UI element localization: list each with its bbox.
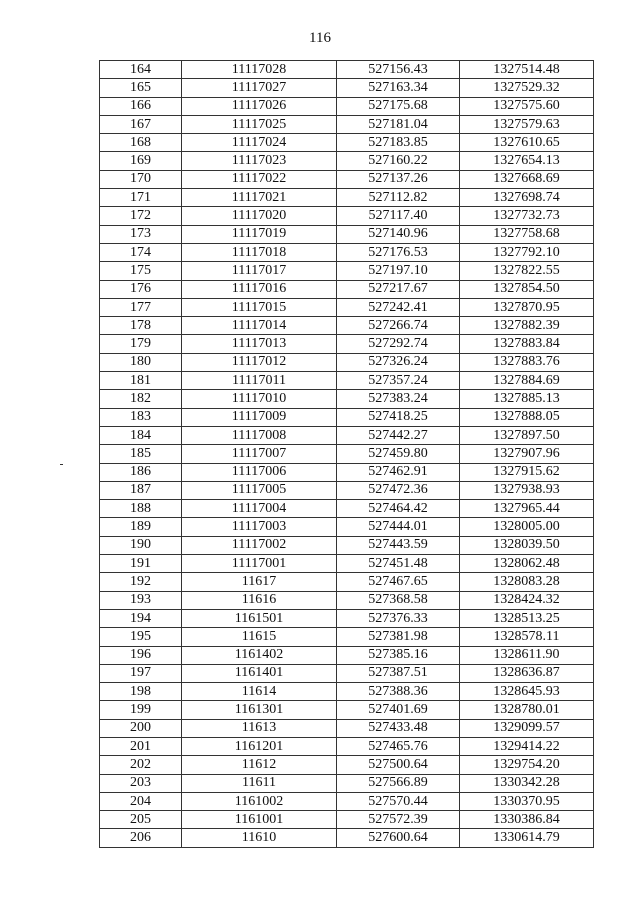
x-coordinate-cell: 527387.51: [337, 664, 460, 682]
y-coordinate-cell: 1327529.32: [460, 79, 594, 97]
row-index-cell: 166: [100, 97, 182, 115]
row-index-cell: 169: [100, 152, 182, 170]
x-coordinate-cell: 527357.24: [337, 372, 460, 390]
table-body: [100, 61, 594, 848]
point-id-cell: 11617: [182, 573, 337, 591]
row-index-cell: 181: [100, 372, 182, 390]
row-index-cell: 176: [100, 280, 182, 298]
y-coordinate-cell: 1328645.93: [460, 683, 594, 701]
table-row: [100, 426, 594, 444]
point-id-cell: 11117003: [182, 518, 337, 536]
point-id-cell: 11117002: [182, 536, 337, 554]
x-coordinate-cell: 527464.42: [337, 500, 460, 518]
row-index-cell: 184: [100, 426, 182, 444]
table-row: [100, 170, 594, 188]
x-coordinate-cell: 527163.34: [337, 79, 460, 97]
row-index-cell: 167: [100, 115, 182, 133]
y-coordinate-cell: 1328062.48: [460, 555, 594, 573]
table-row: [100, 573, 594, 591]
table-row: [100, 189, 594, 207]
table-row: [100, 829, 594, 847]
table-row: [100, 372, 594, 390]
table-row: [100, 298, 594, 316]
point-id-cell: 11117016: [182, 280, 337, 298]
row-index-cell: 165: [100, 79, 182, 97]
y-coordinate-cell: 1328513.25: [460, 609, 594, 627]
x-coordinate-cell: 527156.43: [337, 61, 460, 79]
point-id-cell: 11117023: [182, 152, 337, 170]
y-coordinate-cell: 1327907.96: [460, 445, 594, 463]
y-coordinate-cell: 1329754.20: [460, 756, 594, 774]
point-id-cell: 11117013: [182, 335, 337, 353]
x-coordinate-cell: 527117.40: [337, 207, 460, 225]
y-coordinate-cell: 1327882.39: [460, 317, 594, 335]
x-coordinate-cell: 527451.48: [337, 555, 460, 573]
x-coordinate-cell: 527385.16: [337, 646, 460, 664]
point-id-cell: 11612: [182, 756, 337, 774]
table-row: [100, 536, 594, 554]
x-coordinate-cell: 527465.76: [337, 737, 460, 755]
table-row: [100, 792, 594, 810]
x-coordinate-cell: 527570.44: [337, 792, 460, 810]
point-id-cell: 11117018: [182, 243, 337, 261]
x-coordinate-cell: 527242.41: [337, 298, 460, 316]
table-row: [100, 243, 594, 261]
point-id-cell: 1161201: [182, 737, 337, 755]
y-coordinate-cell: 1327575.60: [460, 97, 594, 115]
x-coordinate-cell: 527462.91: [337, 463, 460, 481]
x-coordinate-cell: 527140.96: [337, 225, 460, 243]
y-coordinate-cell: 1327885.13: [460, 390, 594, 408]
y-coordinate-cell: 1327883.76: [460, 353, 594, 371]
point-id-cell: 11117024: [182, 134, 337, 152]
point-id-cell: 11117004: [182, 500, 337, 518]
point-id-cell: 11117011: [182, 372, 337, 390]
x-coordinate-cell: 527376.33: [337, 609, 460, 627]
x-coordinate-cell: 527197.10: [337, 262, 460, 280]
table-row: [100, 134, 594, 152]
point-id-cell: 11117010: [182, 390, 337, 408]
x-coordinate-cell: 527176.53: [337, 243, 460, 261]
table-row: [100, 719, 594, 737]
y-coordinate-cell: 1330614.79: [460, 829, 594, 847]
row-index-cell: 206: [100, 829, 182, 847]
y-coordinate-cell: 1327514.48: [460, 61, 594, 79]
table-row: [100, 335, 594, 353]
table-row: [100, 115, 594, 133]
table-row: [100, 591, 594, 609]
x-coordinate-cell: 527442.27: [337, 426, 460, 444]
x-coordinate-cell: 527292.74: [337, 335, 460, 353]
y-coordinate-cell: 1327698.74: [460, 189, 594, 207]
x-coordinate-cell: 527572.39: [337, 811, 460, 829]
x-coordinate-cell: 527401.69: [337, 701, 460, 719]
coordinates-table: [99, 60, 594, 848]
y-coordinate-cell: 1327884.69: [460, 372, 594, 390]
row-index-cell: 195: [100, 628, 182, 646]
x-coordinate-cell: 527183.85: [337, 134, 460, 152]
point-id-cell: 11117026: [182, 97, 337, 115]
point-id-cell: 11117006: [182, 463, 337, 481]
y-coordinate-cell: 1328780.01: [460, 701, 594, 719]
point-id-cell: 11117014: [182, 317, 337, 335]
row-index-cell: 183: [100, 408, 182, 426]
y-coordinate-cell: 1328039.50: [460, 536, 594, 554]
table-row: [100, 61, 594, 79]
row-index-cell: 187: [100, 481, 182, 499]
row-index-cell: 172: [100, 207, 182, 225]
x-coordinate-cell: 527381.98: [337, 628, 460, 646]
point-id-cell: 11117009: [182, 408, 337, 426]
table-row: [100, 609, 594, 627]
row-index-cell: 199: [100, 701, 182, 719]
table-row: [100, 737, 594, 755]
point-id-cell: 1161002: [182, 792, 337, 810]
point-id-cell: 1161001: [182, 811, 337, 829]
point-id-cell: 11117025: [182, 115, 337, 133]
table-row: [100, 445, 594, 463]
y-coordinate-cell: 1329414.22: [460, 737, 594, 755]
stray-mark: [60, 464, 63, 465]
row-index-cell: 177: [100, 298, 182, 316]
point-id-cell: 11117022: [182, 170, 337, 188]
row-index-cell: 170: [100, 170, 182, 188]
point-id-cell: 11117027: [182, 79, 337, 97]
y-coordinate-cell: 1327654.13: [460, 152, 594, 170]
table-row: [100, 262, 594, 280]
x-coordinate-cell: 527472.36: [337, 481, 460, 499]
x-coordinate-cell: 527443.59: [337, 536, 460, 554]
table-row: [100, 280, 594, 298]
row-index-cell: 205: [100, 811, 182, 829]
table-row: [100, 555, 594, 573]
y-coordinate-cell: 1327854.50: [460, 280, 594, 298]
row-index-cell: 198: [100, 683, 182, 701]
y-coordinate-cell: 1328611.90: [460, 646, 594, 664]
row-index-cell: 179: [100, 335, 182, 353]
row-index-cell: 180: [100, 353, 182, 371]
x-coordinate-cell: 527137.26: [337, 170, 460, 188]
row-index-cell: 188: [100, 500, 182, 518]
y-coordinate-cell: 1327668.69: [460, 170, 594, 188]
point-id-cell: 11614: [182, 683, 337, 701]
row-index-cell: 174: [100, 243, 182, 261]
y-coordinate-cell: 1327888.05: [460, 408, 594, 426]
row-index-cell: 178: [100, 317, 182, 335]
point-id-cell: 11117008: [182, 426, 337, 444]
table-row: [100, 646, 594, 664]
x-coordinate-cell: 527444.01: [337, 518, 460, 536]
row-index-cell: 190: [100, 536, 182, 554]
table-row: [100, 481, 594, 499]
x-coordinate-cell: 527566.89: [337, 774, 460, 792]
point-id-cell: 11117005: [182, 481, 337, 499]
x-coordinate-cell: 527600.64: [337, 829, 460, 847]
y-coordinate-cell: 1327792.10: [460, 243, 594, 261]
y-coordinate-cell: 1328424.32: [460, 591, 594, 609]
y-coordinate-cell: 1327610.65: [460, 134, 594, 152]
x-coordinate-cell: 527160.22: [337, 152, 460, 170]
row-index-cell: 193: [100, 591, 182, 609]
table-row: [100, 774, 594, 792]
row-index-cell: 191: [100, 555, 182, 573]
x-coordinate-cell: 527175.68: [337, 97, 460, 115]
row-index-cell: 202: [100, 756, 182, 774]
y-coordinate-cell: 1328578.11: [460, 628, 594, 646]
table-row: [100, 207, 594, 225]
table-row: [100, 317, 594, 335]
row-index-cell: 192: [100, 573, 182, 591]
y-coordinate-cell: 1327897.50: [460, 426, 594, 444]
x-coordinate-cell: 527217.67: [337, 280, 460, 298]
y-coordinate-cell: 1327870.95: [460, 298, 594, 316]
x-coordinate-cell: 527467.65: [337, 573, 460, 591]
y-coordinate-cell: 1330370.95: [460, 792, 594, 810]
row-index-cell: 197: [100, 664, 182, 682]
point-id-cell: 11117017: [182, 262, 337, 280]
table-row: [100, 811, 594, 829]
x-coordinate-cell: 527112.82: [337, 189, 460, 207]
y-coordinate-cell: 1329099.57: [460, 719, 594, 737]
table-row: [100, 79, 594, 97]
point-id-cell: 11615: [182, 628, 337, 646]
table-row: [100, 225, 594, 243]
point-id-cell: 11616: [182, 591, 337, 609]
row-index-cell: 196: [100, 646, 182, 664]
table-row: [100, 701, 594, 719]
table-row: [100, 518, 594, 536]
table-row: [100, 756, 594, 774]
x-coordinate-cell: 527266.74: [337, 317, 460, 335]
point-id-cell: 11117007: [182, 445, 337, 463]
table-row: [100, 353, 594, 371]
table-row: [100, 628, 594, 646]
point-id-cell: 11117028: [182, 61, 337, 79]
point-id-cell: 1161301: [182, 701, 337, 719]
y-coordinate-cell: 1327732.73: [460, 207, 594, 225]
y-coordinate-cell: 1327822.55: [460, 262, 594, 280]
table-row: [100, 463, 594, 481]
point-id-cell: 11613: [182, 719, 337, 737]
point-id-cell: 1161401: [182, 664, 337, 682]
row-index-cell: 168: [100, 134, 182, 152]
y-coordinate-cell: 1327938.93: [460, 481, 594, 499]
row-index-cell: 173: [100, 225, 182, 243]
page-number: 116: [309, 30, 331, 46]
y-coordinate-cell: 1330342.28: [460, 774, 594, 792]
point-id-cell: 1161501: [182, 609, 337, 627]
row-index-cell: 204: [100, 792, 182, 810]
point-id-cell: 11117020: [182, 207, 337, 225]
x-coordinate-cell: 527388.36: [337, 683, 460, 701]
point-id-cell: 11117019: [182, 225, 337, 243]
row-index-cell: 185: [100, 445, 182, 463]
x-coordinate-cell: 527500.64: [337, 756, 460, 774]
point-id-cell: 11117021: [182, 189, 337, 207]
y-coordinate-cell: 1327965.44: [460, 500, 594, 518]
table-row: [100, 97, 594, 115]
point-id-cell: 11117015: [182, 298, 337, 316]
x-coordinate-cell: 527326.24: [337, 353, 460, 371]
table-row: [100, 408, 594, 426]
point-id-cell: 11610: [182, 829, 337, 847]
y-coordinate-cell: 1330386.84: [460, 811, 594, 829]
row-index-cell: 186: [100, 463, 182, 481]
row-index-cell: 194: [100, 609, 182, 627]
table-row: [100, 664, 594, 682]
row-index-cell: 164: [100, 61, 182, 79]
row-index-cell: 200: [100, 719, 182, 737]
y-coordinate-cell: 1327883.84: [460, 335, 594, 353]
x-coordinate-cell: 527459.80: [337, 445, 460, 463]
row-index-cell: 189: [100, 518, 182, 536]
x-coordinate-cell: 527418.25: [337, 408, 460, 426]
table-row: [100, 500, 594, 518]
row-index-cell: 203: [100, 774, 182, 792]
row-index-cell: 175: [100, 262, 182, 280]
x-coordinate-cell: 527433.48: [337, 719, 460, 737]
y-coordinate-cell: 1327579.63: [460, 115, 594, 133]
row-index-cell: 182: [100, 390, 182, 408]
y-coordinate-cell: 1328005.00: [460, 518, 594, 536]
y-coordinate-cell: 1327758.68: [460, 225, 594, 243]
row-index-cell: 171: [100, 189, 182, 207]
point-id-cell: 11611: [182, 774, 337, 792]
x-coordinate-cell: 527383.24: [337, 390, 460, 408]
y-coordinate-cell: 1328083.28: [460, 573, 594, 591]
row-index-cell: 201: [100, 737, 182, 755]
y-coordinate-cell: 1328636.87: [460, 664, 594, 682]
y-coordinate-cell: 1327915.62: [460, 463, 594, 481]
x-coordinate-cell: 527368.58: [337, 591, 460, 609]
point-id-cell: 11117001: [182, 555, 337, 573]
table-row: [100, 683, 594, 701]
table-row: [100, 390, 594, 408]
table-row: [100, 152, 594, 170]
x-coordinate-cell: 527181.04: [337, 115, 460, 133]
point-id-cell: 1161402: [182, 646, 337, 664]
point-id-cell: 11117012: [182, 353, 337, 371]
